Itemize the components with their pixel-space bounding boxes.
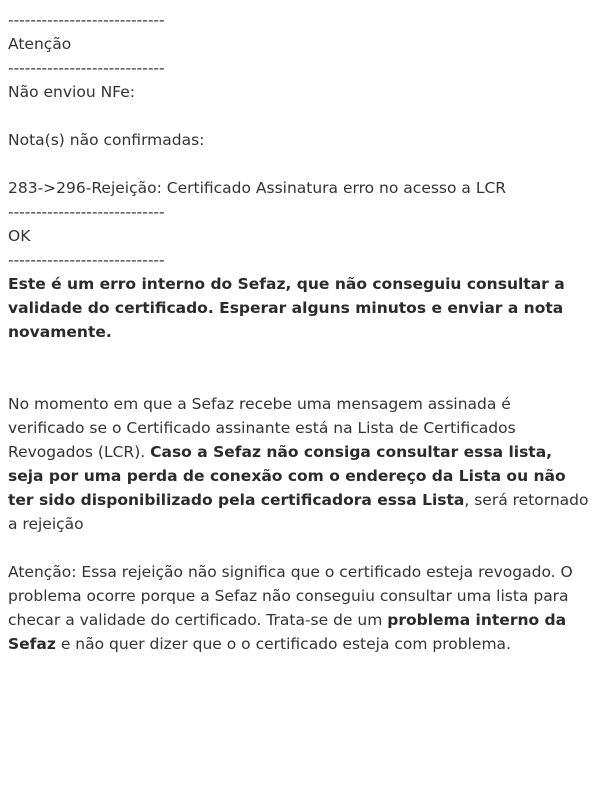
separator-line: ---------------------------- (8, 11, 165, 29)
alert-title: Atenção (8, 35, 72, 53)
separator-line: ---------------------------- (8, 59, 165, 77)
summary-bold-text: Este é um erro interno do Sefaz, que não conseguiu consultar a validade do certificado. Esperar alguns minutos e enviar a nota novamente. (8, 275, 565, 341)
error-code-message: 283->296-Rejeição: Certificado Assinatura erro no acesso a LCR (8, 179, 507, 197)
separator-line: ---------------------------- (8, 251, 165, 269)
unconfirmed-label: Nota(s) não confirmadas: (8, 131, 205, 149)
spacer (8, 344, 592, 368)
explanation-paragraph (8, 392, 592, 536)
note-bold-text: problema interno da Sefaz (8, 611, 567, 653)
note-paragraph (8, 560, 592, 656)
spacer (8, 104, 592, 128)
not-sent-label: Não enviou NFe: (8, 83, 135, 101)
ok-label: OK (8, 227, 31, 245)
separator-line: ---------------------------- (8, 203, 165, 221)
explanation-bold-text: Caso a Sefaz não consiga consultar essa lista, seja por uma perda de conexão com o endereço da Lista ou não ter sido disponibilizado pela certificadora essa Lista (8, 443, 566, 509)
note-text: Atenção: Essa rejeição não significa que o certificado esteja revogado. O problema ocorre porque a Sefaz não conseguiu consultar uma lista para checar a validade do certificado. Trata-se de um (8, 563, 573, 629)
explanation-text: No momento em que a Sefaz recebe uma mensagem assinada é verificado se o Certificado assinante está na Lista de Certificados Revogados (LCR). (8, 395, 516, 461)
note-text-end: e não quer dizer que o o certificado esteja com problema. (55, 635, 511, 653)
summary-paragraph (8, 272, 592, 344)
spacer (8, 536, 592, 560)
spacer (8, 152, 592, 176)
explanation-text-end: , será retornado a rejeição (8, 491, 589, 533)
spacer (8, 368, 592, 392)
